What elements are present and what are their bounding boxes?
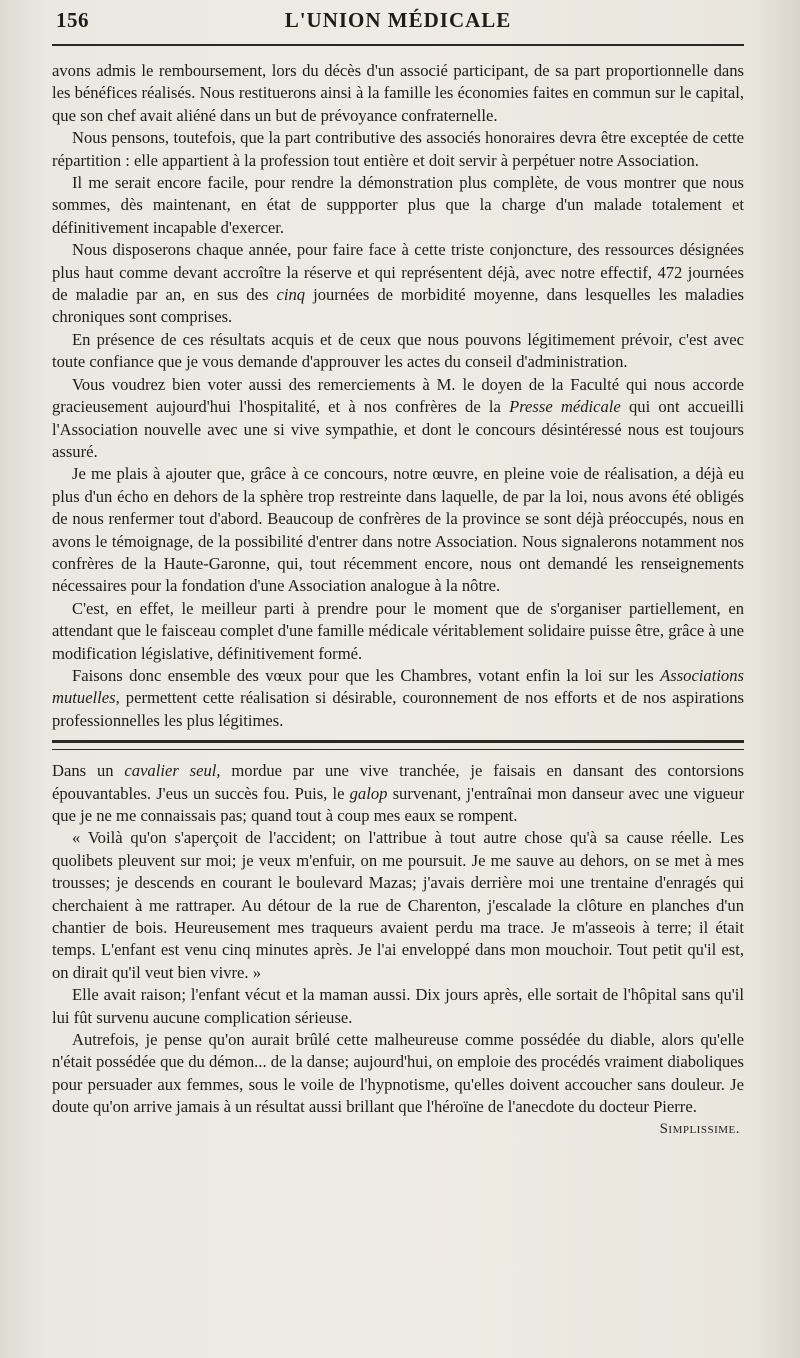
- section-separator: [52, 740, 744, 750]
- paragraph: « Voilà qu'on s'aperçoit de l'accident; on l'attribue à tout autre chose qu'à sa cause réelle. Les quolibets pleuvent sur moi; je veux m'enfuir, on me poursuit. Je me sauve au dehors, on se met à mes trousses; je descends en courant le boulevard Mazas; j'avais derrière moi une trentaine d'enragés qui cherchaient à me rattraper. Au détour de la rue de Charenton, j'escalade la clôture en planches d'un chantier de bois. Heureusement mes traqueurs avaient perdu ma trace. Je m'asseois à terre; il était temps. L'enfant est venu cinq minutes après. Je l'ai enveloppé dans mon mouchoir. Tout petit qu'il est, on dirait qu'il veut bien vivre. »: [52, 828, 744, 982]
- text-run: Faisons donc ensemble des vœux pour que les Chambres, votant enfin la loi sur les: [72, 665, 661, 685]
- paragraph: [52, 760, 744, 827]
- paragraph: [52, 239, 744, 329]
- article-association-report: [52, 60, 744, 732]
- emphasis: Associations mutuelles: [52, 665, 744, 708]
- text-run: Dans un: [52, 761, 125, 781]
- author-signature: Simplissime.: [659, 1120, 740, 1137]
- paragraph: Je me plais à ajouter que, grâce à ce concours, notre œuvre, en pleine voie de réalisation, a déjà eu plus d'un écho en dehors de la sphère trop restreinte dans laquelle, de par la loi, nous avons été obligés de nous renfermer tout d'abord. Beaucoup de confrères de la province se sont déjà préoccupés, nous en avons le témoignage, de la possibilité d'entrer dans notre Association. Nous signalerons notamment nos confrères de la Haute-Garonne, qui, tout récemment encore, nous ont demandé les renseignements nécessaires pour la fondation d'une Association analogue à la nôtre.: [52, 464, 744, 596]
- paragraph: Il me serait encore facile, pour rendre la démonstration plus complète, de vous montrer que nous sommes, dès maintenant, en état de suppporter plus que la charge d'un malade totalement et définitivement incapable d'exercer.: [52, 173, 744, 237]
- page-header: [52, 6, 744, 40]
- paragraph: avons admis le remboursement, lors du décès d'un associé participant, de sa part proportionnelle dans les bénéfices réalisés. Nous restituerons ainsi à la famille les économies faites en commun sur le capital, que son chef avait aliéné dans un but de prévoyance confraternelle.: [52, 61, 744, 125]
- running-title: L'UNION MÉDICALE: [284, 8, 512, 32]
- article-feuilleton: [52, 760, 744, 1138]
- paragraph: En présence de ces résultats acquis et de ceux que nous pouvons légitimement prévoir, c'est avec toute confiance que je vous demande d'approuver les actes du conseil d'administration.: [52, 329, 744, 372]
- paragraph: Nous pensons, toutefois, que la part contributive des associés honoraires devra être exceptée de cette répartition : elle appartient à la profession tout entière et doit servir à perpétuer notre Association.: [52, 128, 744, 170]
- emphasis: Presse médicale: [509, 397, 621, 417]
- emphasis: cavalier seul: [124, 761, 217, 781]
- emphasis: galop: [349, 783, 388, 803]
- paragraph: Autrefois, je pense qu'on aurait brûlé cette malheureuse comme possédée du diable, alors qu'elle n'était possédée que du démon... de la danse; aujourd'hui, on emploie des procédés vraiment diaboliques pour persuader aux femmes, sous le voile de l'hypnotisme, qu'elles doivent accoucher sans douleur. Je doute qu'on arrive jamais à un résultat aussi brillant que l'héroïne de l'anecdote du docteur Pierre.: [52, 1030, 744, 1117]
- emphasis: cinq: [276, 285, 306, 305]
- paragraph: [52, 374, 744, 464]
- header-rule: [52, 44, 744, 46]
- text-run: , mordue par une vive tranchée, je faisais en dansant des contorsions épouvantables. J'eus un succès fou. Puis, le: [52, 761, 744, 803]
- text-run: journées de morbidité moyenne, dans lesquelles les maladies chroniques sont comprises.: [52, 285, 744, 327]
- paragraph: [52, 665, 744, 732]
- text-run: qui ont accueilli l'Association nouvelle avec une si vive sympathie, et dont le concours désintéressé nous est toujours assuré.: [52, 397, 744, 461]
- paragraph: C'est, en effet, le meilleur parti à prendre pour le moment que de s'organiser partiellement, en attendant que le faisceau complet d'une famille médicale véritablement solidaire puisse être, grâce à une modification législative, définitivement formé.: [52, 598, 744, 663]
- text-run: , permettent cette réalisation si désirable, couronnement de nos efforts et de nos aspirations professionnelles les plus légitimes.: [52, 688, 744, 730]
- page-number: 156: [56, 8, 89, 32]
- text-run: Nous disposerons chaque année, pour faire face à cette triste conjoncture, des ressources désignées plus haut comme devant accroître la réserve et qui représentent déjà, avec notre effectif, 472 journées de maladie par an, en sus des: [52, 240, 744, 305]
- paragraph: Elle avait raison; l'enfant vécut et la maman aussi. Dix jours après, elle sortait de l'hôpital sans qu'il lui fût survenu aucune complication sérieuse.: [52, 985, 744, 1027]
- text-run: survenant, j'entraînai mon danseur avec une vigueur que je ne me connaissais pas; quand tout à coup mes eaux se rompent.: [52, 783, 744, 825]
- text-run: Vous voudrez bien voter aussi des remerciements à M. le doyen de la Faculté qui nous accorde gracieusement aujourd'hui l'hospitalité, et à nos confrères de la: [52, 374, 744, 417]
